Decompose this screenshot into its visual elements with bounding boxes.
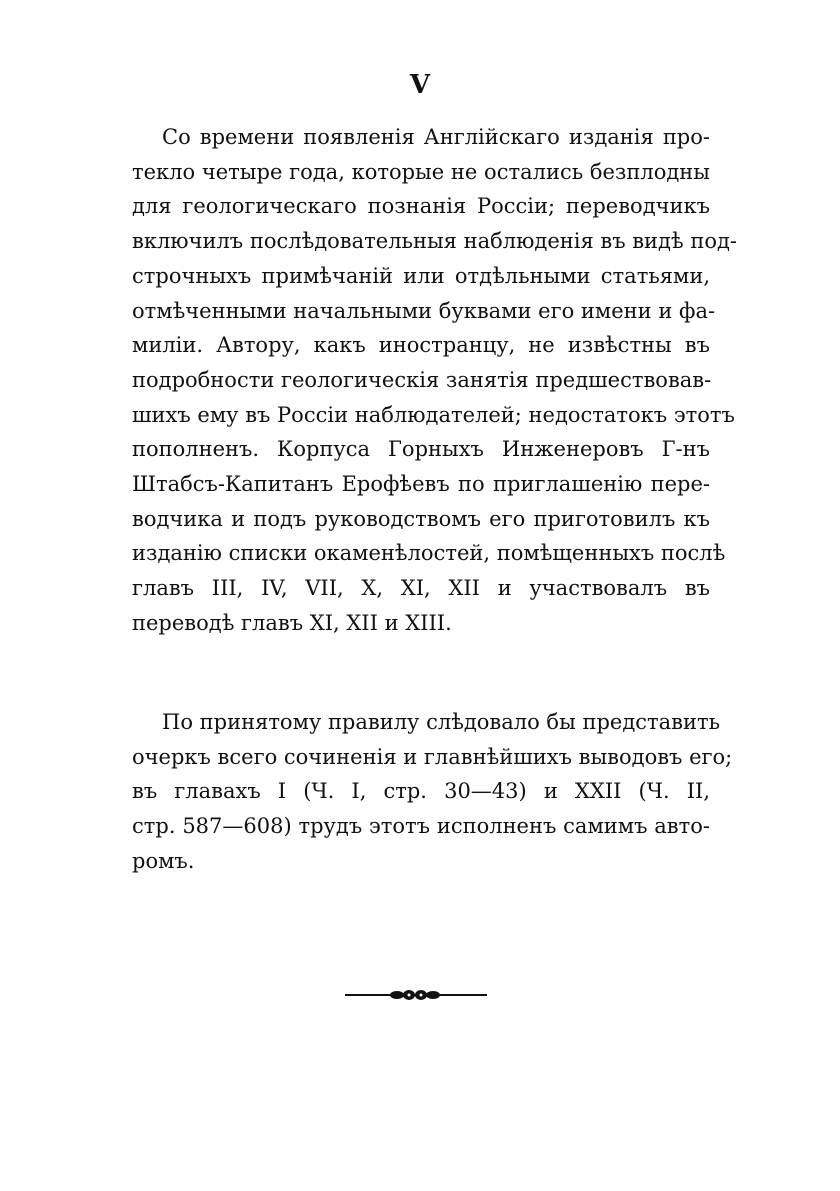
- text-line: пополненъ. Корпуса Горныхъ Инженеровъ Г-нъ: [132, 437, 710, 462]
- text-line: водчика и подъ руководствомъ его приготовилъ къ: [132, 506, 710, 531]
- text-line: подробности геологическія занятія предшествовав-: [132, 367, 712, 392]
- page-number: V: [409, 70, 431, 100]
- text-line: изданію списки окаменѣлостей, помѣщенныхъ послѣ: [132, 541, 726, 566]
- text-line: Штабсъ-Капитанъ Ерофѣевъ по приглашенію пере-: [132, 472, 710, 497]
- text-line: включилъ послѣдовательныя наблюденія въ видѣ под-: [132, 229, 737, 254]
- text-line: ромъ.: [132, 848, 195, 873]
- text-line: строчныхъ примѣчаній или отдѣльными статьями,: [132, 263, 710, 288]
- paragraph-2: [132, 705, 733, 879]
- text-line: миліи. Автору, какъ иностранцу, не извѣстны въ: [132, 333, 710, 358]
- text-line: очеркъ всего сочиненія и главнѣйшихъ выводовъ его;: [132, 744, 733, 769]
- text-line: главъ III, IV, VII, X, XI, XII и участвовалъ въ: [132, 576, 710, 601]
- text-line: въ главахъ I (Ч. I, стр. 30—43) и XXII (Ч. II,: [132, 779, 710, 804]
- paragraph-1: [132, 120, 737, 641]
- text-line: стр. 587—608) трудъ этотъ исполненъ самимъ авто-: [132, 814, 710, 839]
- text-line: текло четыре года, которые не остались безплодны: [132, 159, 710, 184]
- text-line: для геологическаго познанія Россіи; переводчикъ: [132, 194, 710, 219]
- tailpiece-ornament-icon: [345, 988, 487, 1002]
- text-line: По принятому правилу слѣдовало бы представить: [162, 710, 721, 734]
- text-line: шихъ ему въ Россіи наблюдателей; недостатокъ этотъ: [132, 402, 735, 427]
- text-line: переводѣ главъ XI, XII и XIII.: [132, 610, 452, 635]
- text-line: отмѣченными начальными буквами его имени и фа-: [132, 298, 716, 323]
- text-line: Со времени появленія Англійскаго изданія про-: [162, 125, 710, 149]
